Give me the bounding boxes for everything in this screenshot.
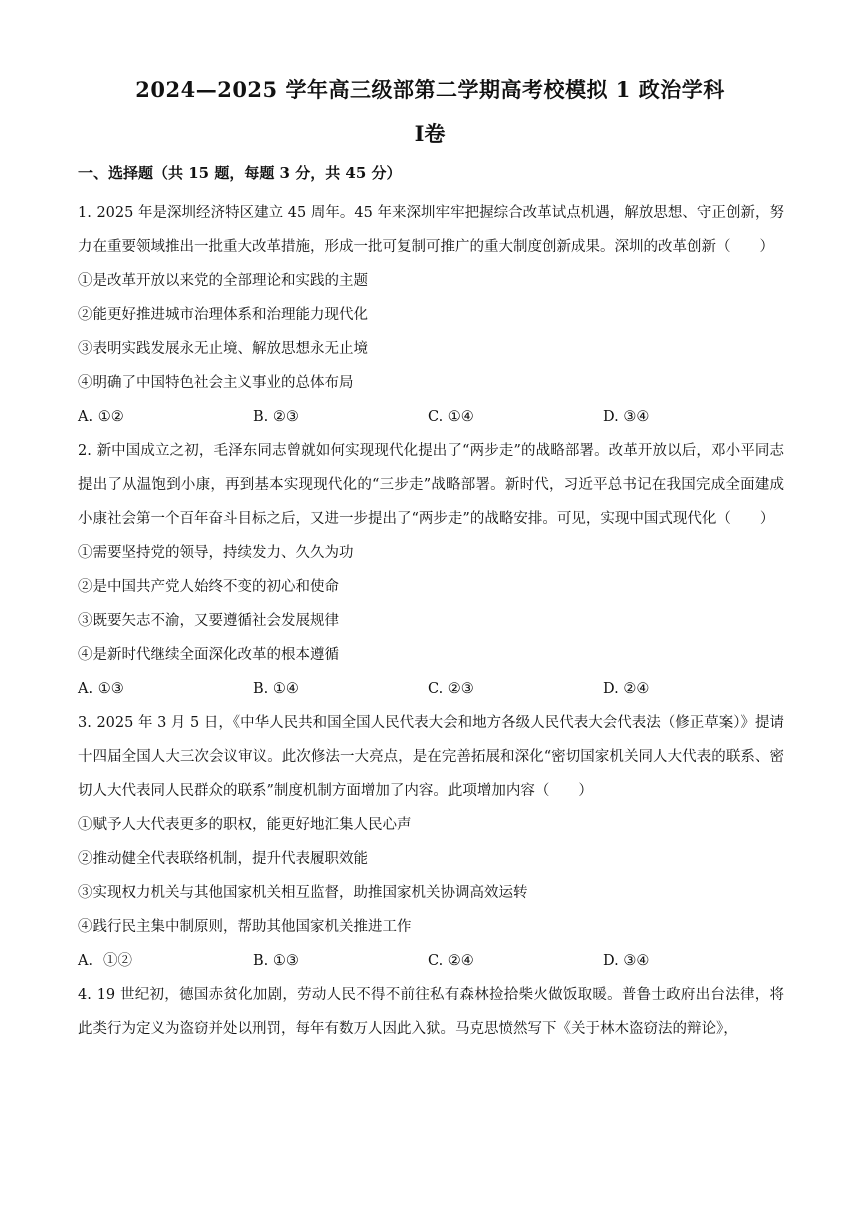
choice-d[interactable]: D. ②④ bbox=[603, 681, 650, 697]
statement-2: ②推动健全代表联络机制，提升代表履职效能 bbox=[78, 851, 368, 867]
statement-1: ①是改革开放以来党的全部理论和实践的主题 bbox=[78, 273, 368, 289]
question-4 bbox=[78, 978, 784, 1046]
answer-choices bbox=[78, 672, 784, 706]
statement-3: ③实现权力机关与其他国家机关相互监督，助推国家机关协调高效运转 bbox=[78, 885, 528, 901]
question-1 bbox=[78, 196, 784, 434]
volume-label: Ⅰ卷 bbox=[414, 121, 446, 146]
question-2 bbox=[78, 434, 784, 706]
choice-a[interactable]: A. ①③ bbox=[78, 681, 124, 697]
choice-c[interactable]: C. ②④ bbox=[428, 953, 474, 969]
statement-3: ③既要矢志不渝，又要遵循社会发展规律 bbox=[78, 613, 339, 629]
choice-b[interactable]: B. ②③ bbox=[253, 409, 299, 425]
choice-d[interactable]: D. ③④ bbox=[603, 953, 650, 969]
choice-a[interactable]: A. ①② bbox=[78, 409, 124, 425]
question-3 bbox=[78, 706, 784, 978]
statement-4: ④是新时代继续全面深化改革的根本遵循 bbox=[78, 647, 339, 663]
statement-1: ①赋予人大代表更多的职权，能更好地汇集人民心声 bbox=[78, 817, 412, 833]
statement-3: ③表明实践发展永无止境、解放思想永无止境 bbox=[78, 341, 368, 357]
exam-title: 2024—2025 学年高三级部第二学期高考校模拟 1 政治学科 bbox=[135, 77, 725, 102]
question-stem: 3. 2025 年 3 月 5 日，《中华人民共和国全国人民代表大会和地方各级人民代表大会代表法（修正草案）》提请十四届全国人大三次会议审议。此次修法一大亮点，是在完善拓展和深化“密切国家机关同人大代表的联系、密切人大代表同人民群众的联系”制度机制方面增加了内容。此项增加内容（ ） bbox=[78, 715, 784, 799]
choice-d[interactable]: D. ③④ bbox=[603, 409, 650, 425]
questions-list bbox=[78, 196, 784, 1046]
choice-b[interactable]: B. ①③ bbox=[253, 953, 299, 969]
question-stem: 4. 19 世纪初，德国赤贫化加剧，劳动人民不得不前往私有森林捡拾柴火做饭取暖。普鲁士政府出台法律，将此类行为定义为盗窃并处以刑罚，每年有数万人因此入狱。马克思愤然写下《关于林木盗窃法的辩论》， bbox=[78, 987, 784, 1037]
statement-1: ①需要坚持党的领导，持续发力、久久为功 bbox=[78, 545, 354, 561]
choice-c[interactable]: C. ①④ bbox=[428, 409, 474, 425]
statement-4: ④明确了中国特色社会主义事业的总体布局 bbox=[78, 375, 354, 391]
answer-choices bbox=[78, 944, 784, 978]
statement-4: ④践行民主集中制原则，帮助其他国家机关推进工作 bbox=[78, 919, 412, 935]
choice-b[interactable]: B. ①④ bbox=[253, 681, 299, 697]
choice-c[interactable]: C. ②③ bbox=[428, 681, 474, 697]
question-stem: 1. 2025 年是深圳经济特区建立 45 周年。45 年来深圳牢牢把握综合改革试点机遇，解放思想、守正创新，努力在重要领域推出一批重大改革措施，形成一批可复制可推广的重大制度创新成果。深圳的改革创新（ ） bbox=[78, 205, 784, 255]
answer-choices bbox=[78, 400, 784, 434]
section-heading: 一、选择题（共 15 题，每题 3 分，共 45 分） bbox=[78, 164, 402, 182]
choice-a[interactable]: A．①② bbox=[78, 953, 132, 969]
question-stem: 2. 新中国成立之初，毛泽东同志曾就如何实现现代化提出了“两步走”的战略部署。改革开放以后，邓小平同志提出了从温饱到小康，再到基本实现现代化的“三步走”战略部署。新时代，习近平总书记在我国完成全面建成小康社会第一个百年奋斗目标之后，又进一步提出了“两步走”的战略安排。可见，实现中国式现代化（ ） bbox=[78, 443, 784, 527]
statement-2: ②是中国共产党人始终不变的初心和使命 bbox=[78, 579, 339, 595]
statement-2: ②能更好推进城市治理体系和治理能力现代化 bbox=[78, 307, 368, 323]
